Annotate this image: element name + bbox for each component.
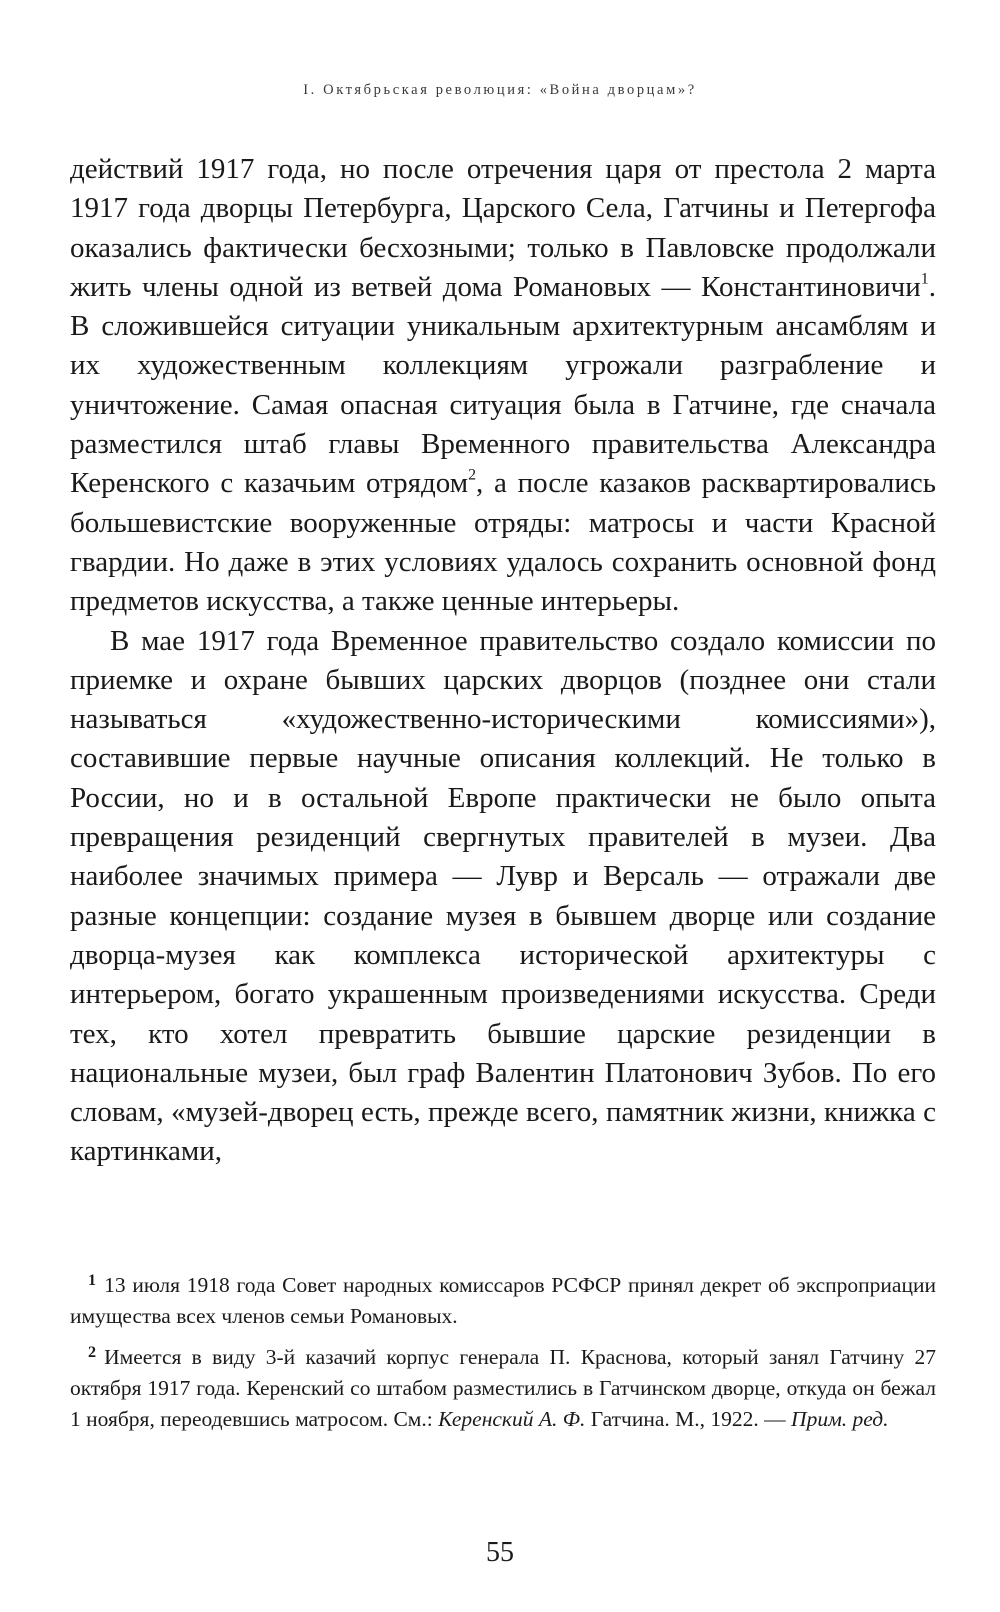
footnote-2-ref-rest: Гатчина. М., 1922. — — [585, 1407, 792, 1431]
footnote-ref-2[interactable]: 2 — [468, 466, 477, 484]
footnote-ref-1[interactable]: 1 — [920, 270, 929, 288]
footnotes — [70, 1270, 936, 1445]
footnote-1 — [70, 1270, 936, 1332]
paragraph-2: В мае 1917 года Временное правительство создало комиссии по приемке и охране бывших царских дворцов (позднее они стали называться «художественно-историческими комиссиями»), составившие первые научные описания коллекций. Не только в России, но и в остальной Европе практически не было опыта превращения резиденций свергнутых правителей в музеи. Два наиболее значимых примера — Лувр и Версаль — отражали две разные концепции: создание музея в бывшем дворце или создание дворца-музея как комплекса исторической архитектуры с интерьером, богато украшенным произведениями искусства. Среди тех, кто хотел превратить бывшие царские резиденции в национальные музеи, был граф Валентин Платонович Зубов. По его словам, «музей-дворец есть, прежде всего, памятник жизни, книжка с картинками, — [70, 624, 936, 1168]
footnote-2-text: Имеется в виду 3-й казачий корпус генерала П. Краснова, который занял Гатчину 27 октября 1917 года. Керенский со штабом разместились в Гатчинском дворце, откуда он бежал 1 ноября, переодевшись матросом. См.: — [70, 1345, 936, 1431]
paragraph-1-part-a: действий 1917 года, но после отречения царя от престола 2 марта 1917 года дворцы Петербурга, Царского Села, Гатчины и Петергофа оказались фактически бесхозными; только в Павловске продолжали жить члены одной из ветвей дома Романовых — Константиновичи — [70, 153, 936, 303]
paragraph-1-part-c: , а после казаков расквартировались большевистские вооруженные отряды: матросы и части Красной гвардии. Но даже в этих условиях удалось сохранить основной фонд предметов искусства, а также ценные интерьеры. — [70, 467, 936, 618]
footnote-1-text: 13 июля 1918 года Совет народных комиссаров РСФСР принял декрет об экспроприации имущества всех членов семьи Романовых. — [70, 1273, 936, 1328]
paragraph-1 — [70, 150, 936, 622]
footnote-2-ref-note: Прим. ред. — [791, 1407, 889, 1431]
running-head: I. Октябрьская революция: «Война дворцам»? — [303, 82, 697, 98]
footnote-2 — [70, 1342, 936, 1435]
footnote-2-ref-author: Керенский А. Ф. — [438, 1407, 586, 1431]
paragraph-1-part-b: . В сложившейся ситуации уникальным архитектурным ансамблям и их художественным коллекциям угрожали разграбление и уничтожение. Самая опасная ситуация была в Гатчине, где сначала разместился штаб главы Временного правительства Александра Керенского с казачьим отрядом — [70, 270, 936, 500]
footnote-1-mark: 1 — [88, 1271, 97, 1289]
footnote-2-mark: 2 — [88, 1343, 97, 1361]
page-number: 55 — [486, 1537, 514, 1568]
main-text — [70, 150, 936, 1172]
